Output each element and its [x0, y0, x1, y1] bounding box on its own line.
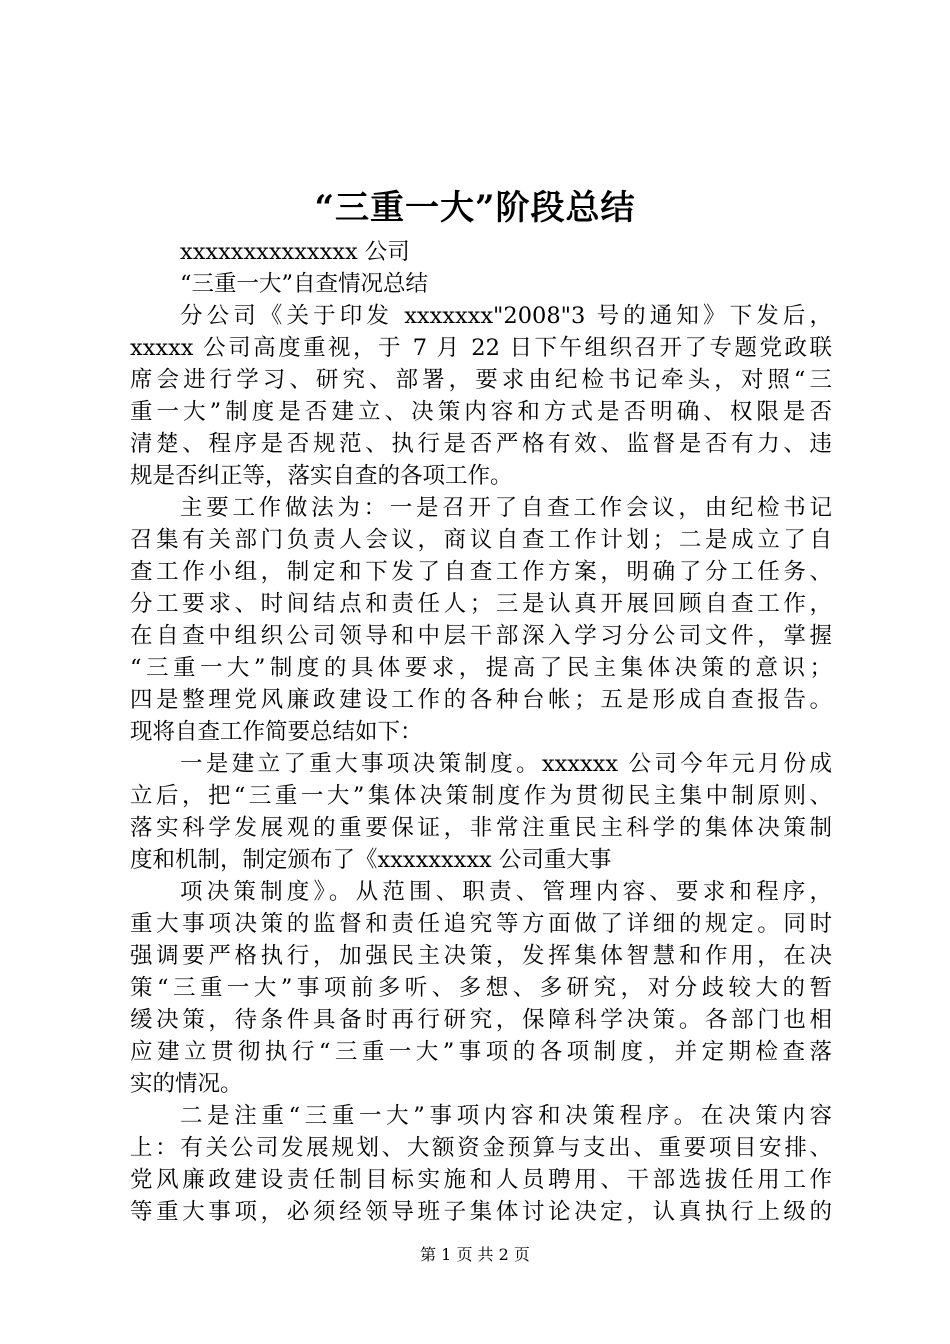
- text-line: 上：有关公司发展规划、大额资金预算与支出、重要项目安排、: [130, 1135, 832, 1161]
- text-line: “三重一大”制度的具体要求，提高了民主集体决策的意识；: [130, 655, 832, 681]
- text-line: 缓决策，待条件具备时再行研究，保障科学决策。各部门也相: [130, 1007, 832, 1033]
- text-line: 实的情况。: [130, 1071, 243, 1097]
- text-line: 一是建立了重大事项决策制度。xxxxxx 公司今年元月份成: [180, 751, 832, 777]
- text-line: 规是否纠正等，落实自查的各项工作。: [130, 463, 513, 489]
- text-line: 清楚、程序是否规范、执行是否严格有效、监督是否有力、违: [130, 431, 832, 457]
- text-line: 分工要求、时间结点和责任人；三是认真开展回顾自查工作，: [130, 591, 832, 617]
- text-line: 查工作小组，制定和下发了自查工作方案，明确了分工任务、: [130, 559, 832, 585]
- text-line: 主要工作做法为：一是召开了自查工作会议，由纪检书记: [180, 495, 832, 521]
- company-line: xxxxxxxxxxxxxx 公司: [180, 239, 410, 265]
- document-title: “三重一大”阶段总结: [314, 188, 636, 228]
- page-footer: 第 1 页 共 2 页: [420, 1245, 530, 1264]
- text-line: 重一大”制度是否建立、决策内容和方式是否明确、权限是否: [130, 399, 832, 425]
- text-line: 四是整理党风廉政建设工作的各种台帐；五是形成自查报告。: [130, 687, 832, 713]
- text-line: 二是注重“三重一大”事项内容和决策程序。在决策内容: [180, 1103, 832, 1129]
- text-line: 重大事项决策的监督和责任追究等方面做了详细的规定。同时: [130, 911, 832, 937]
- text-line: xxxxx 公司高度重视，于 7 月 22 日下午组织召开了专题党政联: [130, 335, 832, 361]
- text-line: 强调要严格执行，加强民主决策，发挥集体智慧和作用，在决: [130, 943, 832, 969]
- text-line: 召集有关部门负责人会议，商议自查工作计划；二是成立了自: [130, 527, 832, 553]
- text-line: 策“三重一大”事项前多听、多想、多研究，对分歧较大的暂: [130, 975, 832, 1001]
- text-line: 等重大事项，必须经领导班子集体讨论决定，认真执行上级的: [130, 1199, 832, 1225]
- text-line: 现将自查工作简要总结如下：: [130, 719, 423, 745]
- text-line: 党风廉政建设责任制目标实施和人员聘用、干部选拔任用工作: [130, 1167, 832, 1193]
- text-line: 席会进行学习、研究、部署，要求由纪检书记牵头，对照“三: [130, 367, 832, 393]
- text-line: 度和机制，制定颁布了《xxxxxxxxx 公司重大事: [130, 847, 612, 873]
- text-line: 分公司《关于印发 xxxxxxx"2008"3 号的通知》下发后，: [180, 303, 832, 329]
- text-line: 应建立贯彻执行“三重一大”事项的各项制度，并定期检查落: [130, 1039, 832, 1065]
- text-line: 落实科学发展观的重要保证，非常注重民主科学的集体决策制: [130, 815, 832, 841]
- subtitle-line: “三重一大”自查情况总结: [180, 271, 429, 297]
- text-line: 在自查中组织公司领导和中层干部深入学习分公司文件，掌握: [130, 623, 832, 649]
- document-body: [130, 236, 832, 1228]
- text-line: 项决策制度》。从范围、职责、管理内容、要求和程序，: [180, 879, 832, 905]
- text-line: 立后，把“三重一大”集体决策制度作为贯彻民主集中制原则、: [130, 783, 832, 809]
